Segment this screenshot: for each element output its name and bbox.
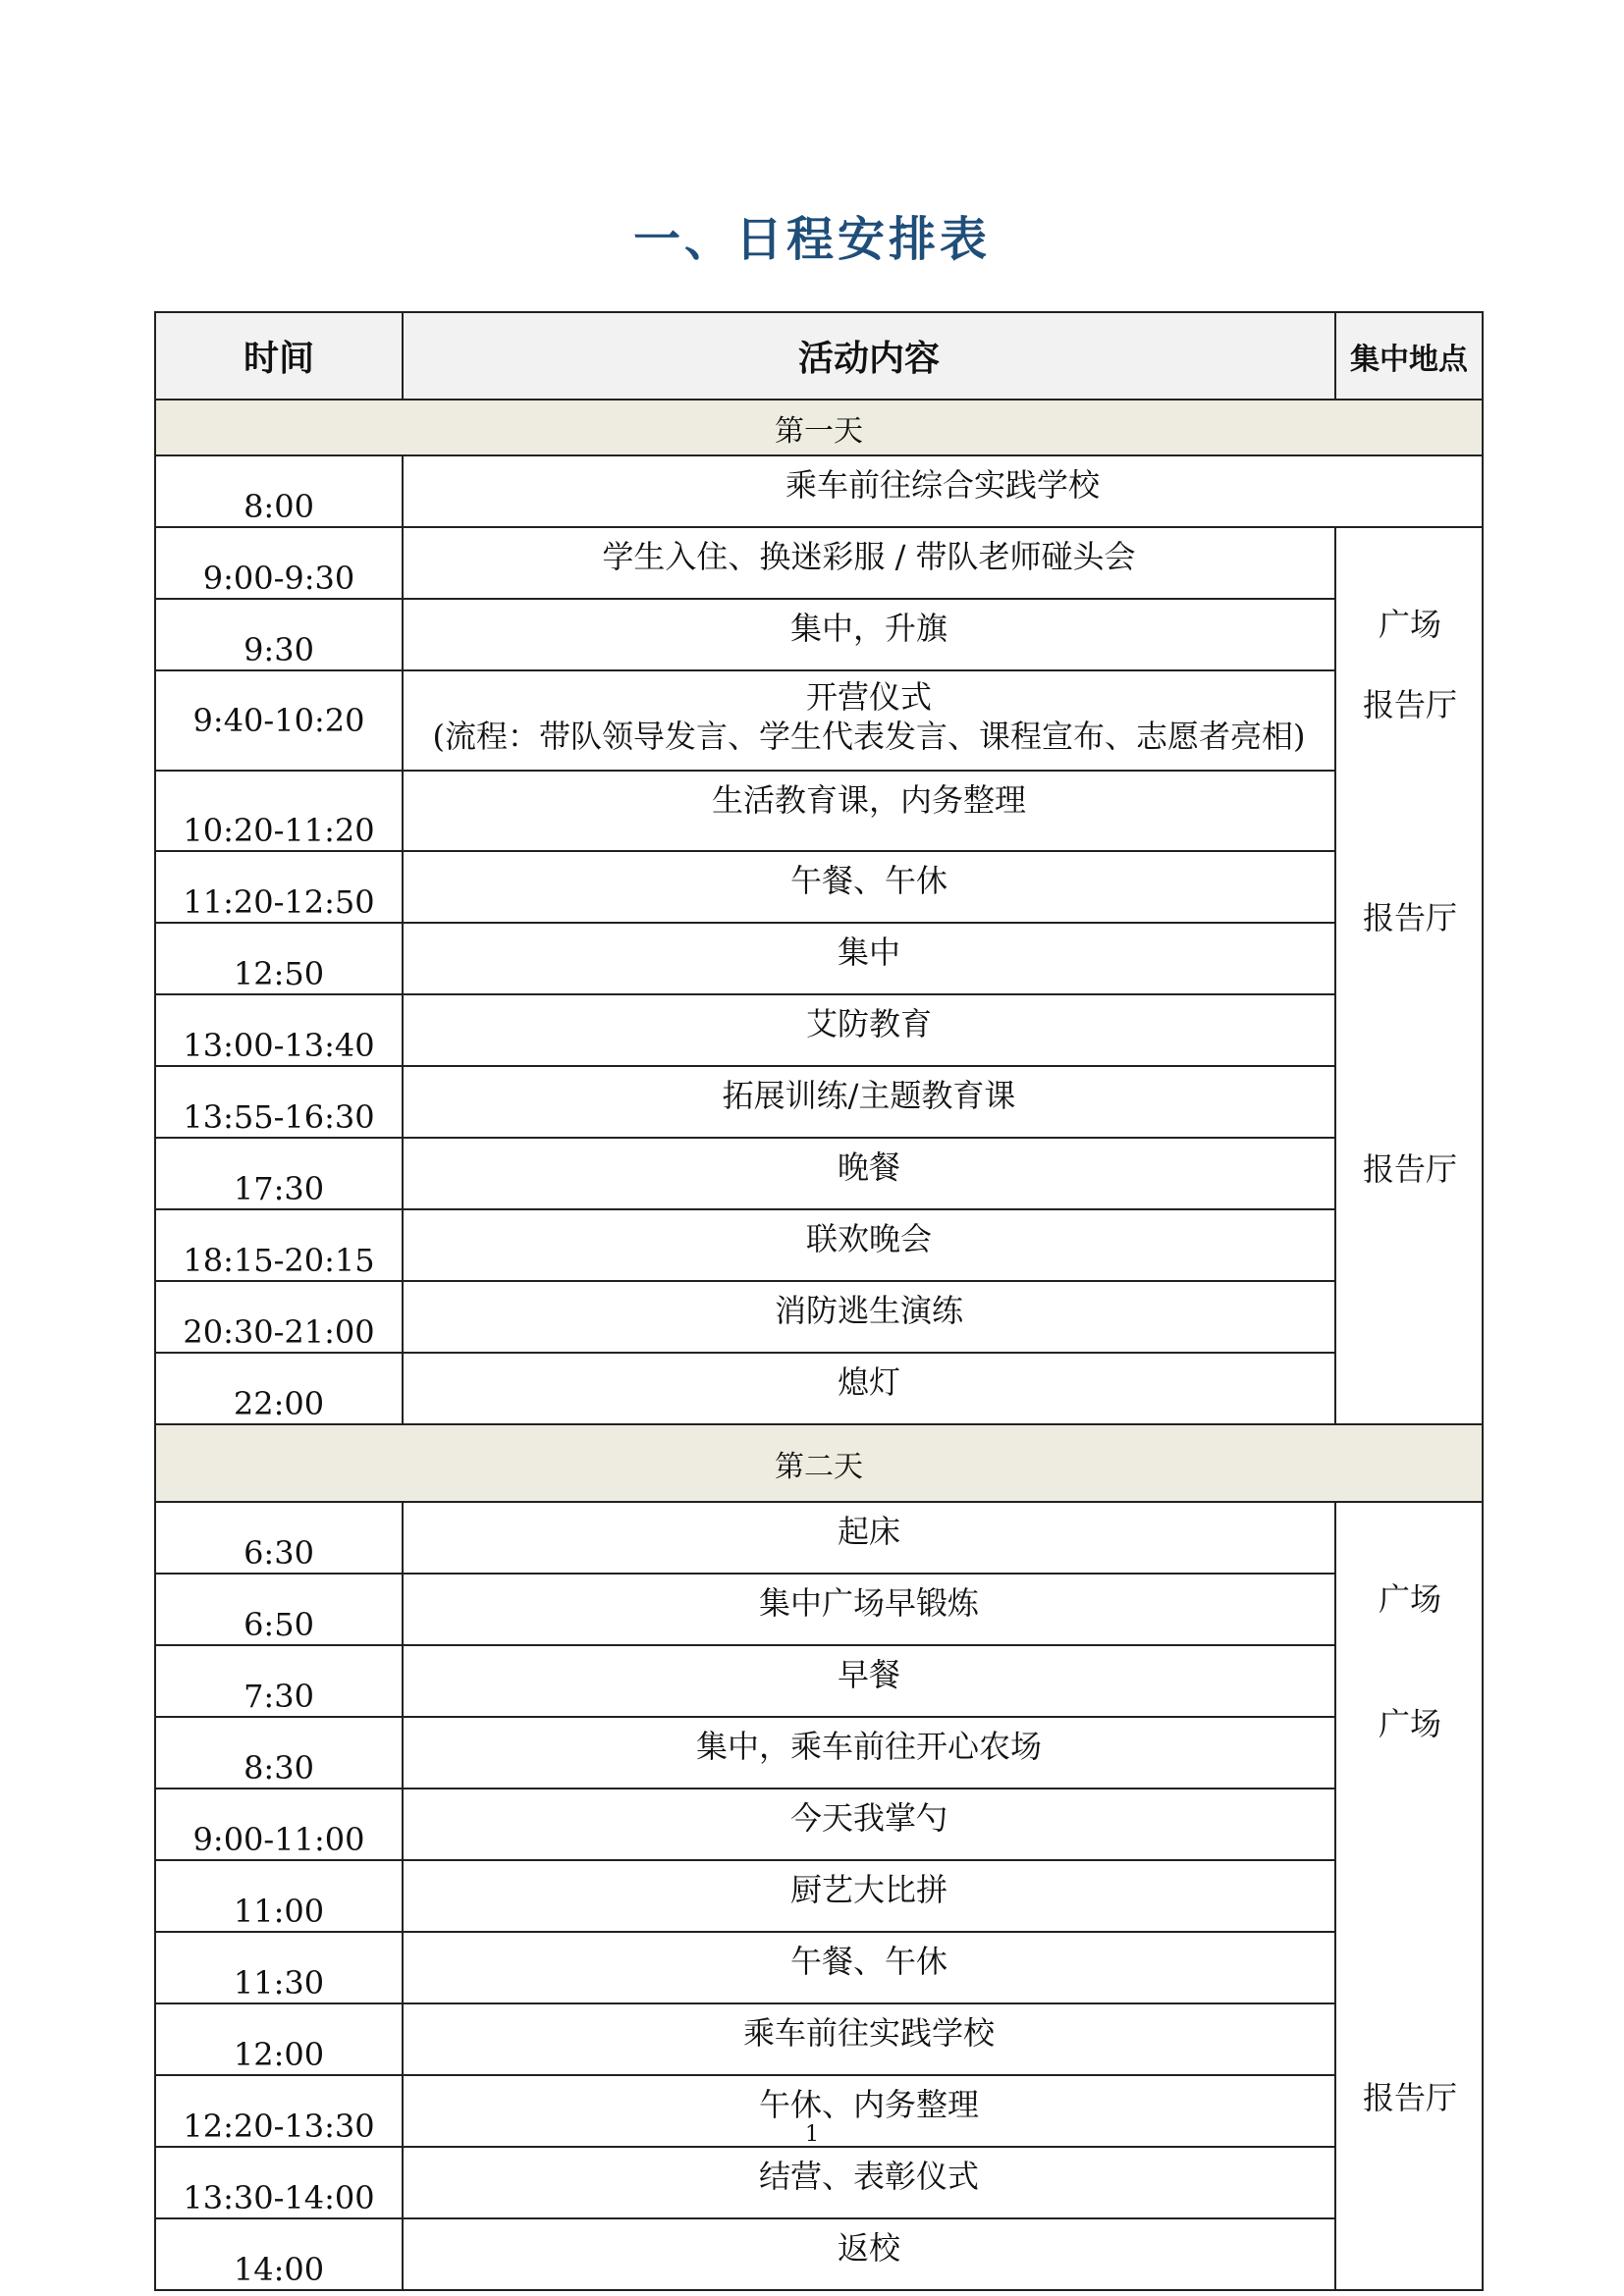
table-row — [155, 2147, 1483, 2218]
table-row — [155, 771, 1483, 851]
activity-cell: 集中，升旗 — [403, 599, 1335, 670]
table-row — [155, 1717, 1483, 1789]
table-row — [155, 1645, 1483, 1717]
location-label: 广场 — [1378, 606, 1441, 643]
activity-cell: 厨艺大比拼 — [403, 1860, 1335, 1932]
table-row — [155, 1789, 1483, 1860]
activity-title: 开营仪式 — [805, 678, 932, 716]
activity-cell: 熄灯 — [403, 1353, 1335, 1424]
table-row — [155, 1066, 1483, 1138]
table-row — [155, 455, 1483, 527]
location-label: 报告厅 — [1362, 1150, 1457, 1188]
page-title: 一、日程安排表 — [632, 212, 991, 267]
time-cell: 13:00-13:40 — [155, 994, 403, 1066]
activity-cell: 乘车前往实践学校 — [403, 2003, 1335, 2075]
time-cell: 18:15-20:15 — [155, 1209, 403, 1281]
time-cell: 20:30-21:00 — [155, 1281, 403, 1353]
page-number: 1 — [805, 2122, 819, 2147]
activity-cell: 学生入住、换迷彩服 / 带队老师碰头会 — [403, 527, 1335, 599]
time-cell: 14:00 — [155, 2218, 403, 2290]
header-activity: 活动内容 — [403, 312, 1335, 400]
table-row — [155, 670, 1483, 771]
day-label: 第二天 — [155, 1424, 1483, 1502]
time-cell: 12:50 — [155, 923, 403, 994]
time-cell: 11:30 — [155, 1932, 403, 2003]
time-cell: 6:50 — [155, 1574, 403, 1645]
table-row — [155, 1932, 1483, 2003]
time-cell: 9:30 — [155, 599, 403, 670]
activity-cell — [403, 670, 1335, 771]
table-row — [155, 1502, 1483, 1574]
time-cell: 12:20-13:30 — [155, 2075, 403, 2147]
table-row — [155, 599, 1483, 670]
table-row — [155, 851, 1483, 923]
time-cell: 13:30-14:00 — [155, 2147, 403, 2218]
header-location: 集中地点 — [1335, 312, 1483, 400]
table-row — [155, 1574, 1483, 1645]
location-label: 报告厅 — [1362, 899, 1457, 936]
time-cell: 9:00-11:00 — [155, 1789, 403, 1860]
time-cell: 7:30 — [155, 1645, 403, 1717]
activity-cell: 消防逃生演练 — [403, 1281, 1335, 1353]
time-cell: 6:30 — [155, 1502, 403, 1574]
activity-cell: 早餐 — [403, 1645, 1335, 1717]
time-cell: 11:00 — [155, 1860, 403, 1932]
time-cell: 22:00 — [155, 1353, 403, 1424]
table-row — [155, 527, 1483, 599]
activity-cell: 集中广场早锻炼 — [403, 1574, 1335, 1645]
table-row — [155, 2003, 1483, 2075]
location-label: 广场 — [1378, 1580, 1441, 1618]
schedule-table — [154, 311, 1484, 2291]
location-label: 报告厅 — [1362, 2079, 1457, 2116]
activity-cell: 结营、表彰仪式 — [403, 2147, 1335, 2218]
activity-cell: 艾防教育 — [403, 994, 1335, 1066]
activity-cell: 拓展训练/主题教育课 — [403, 1066, 1335, 1138]
table-row — [155, 994, 1483, 1066]
time-cell: 17:30 — [155, 1138, 403, 1209]
activity-cell: 午休、内务整理 — [403, 2075, 1335, 2147]
time-cell: 8:30 — [155, 1717, 403, 1789]
activity-cell: 返校 — [403, 2218, 1335, 2290]
day-row — [155, 1424, 1483, 1502]
location-label: 报告厅 — [1362, 686, 1457, 723]
activity-cell: 今天我掌勺 — [403, 1789, 1335, 1860]
activity-cell: 联欢晚会 — [403, 1209, 1335, 1281]
location-cell — [1335, 527, 1483, 1424]
time-cell: 9:00-9:30 — [155, 527, 403, 599]
location-cell — [1335, 1502, 1483, 2290]
activity-cell: 午餐、午休 — [403, 851, 1335, 923]
table-row — [155, 2218, 1483, 2290]
activity-cell: 起床 — [403, 1502, 1335, 1574]
time-cell: 8:00 — [155, 455, 403, 527]
activity-note: (流程：带队领导发言、学生代表发言、课程宣布、志愿者亮相) — [432, 718, 1306, 755]
time-cell: 9:40-10:20 — [155, 670, 403, 771]
time-cell: 12:00 — [155, 2003, 403, 2075]
time-cell: 10:20-11:20 — [155, 771, 403, 851]
table-row — [155, 1860, 1483, 1932]
table-row — [155, 1353, 1483, 1424]
table-row — [155, 1209, 1483, 1281]
activity-cell: 乘车前往综合实践学校 — [403, 455, 1483, 527]
table-row — [155, 1138, 1483, 1209]
day-label: 第一天 — [155, 400, 1483, 455]
table-row — [155, 923, 1483, 994]
time-cell: 13:55-16:30 — [155, 1066, 403, 1138]
table-header-row — [155, 312, 1483, 400]
activity-cell: 午餐、午休 — [403, 1932, 1335, 2003]
time-cell: 11:20-12:50 — [155, 851, 403, 923]
activity-cell: 生活教育课，内务整理 — [403, 771, 1335, 851]
day-row — [155, 400, 1483, 455]
activity-cell: 集中，乘车前往开心农场 — [403, 1717, 1335, 1789]
activity-cell: 集中 — [403, 923, 1335, 994]
location-label: 广场 — [1378, 1705, 1441, 1742]
header-time: 时间 — [155, 312, 403, 400]
activity-cell: 晚餐 — [403, 1138, 1335, 1209]
table-row — [155, 1281, 1483, 1353]
